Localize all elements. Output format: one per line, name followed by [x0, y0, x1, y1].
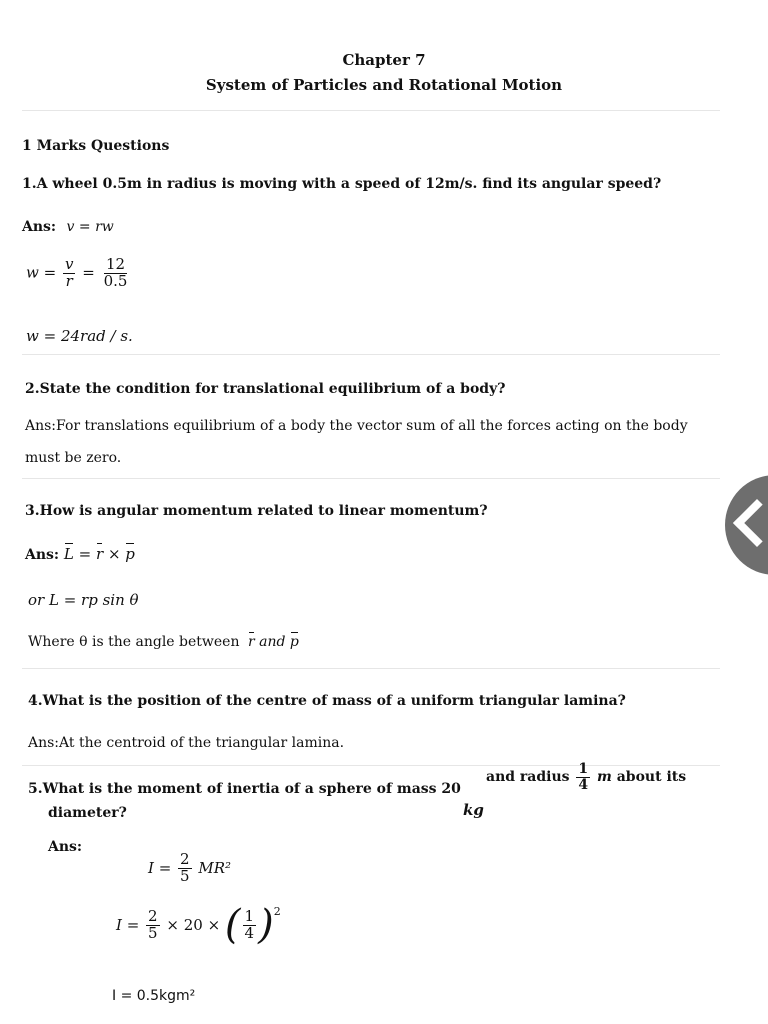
question-2: 2.State the condition for translational equilibrium of a body?	[25, 381, 506, 397]
question-5-part-2	[486, 762, 686, 792]
where-text: Where θ is the angle between	[28, 634, 240, 650]
vector-p: p	[289, 634, 299, 650]
divider	[22, 668, 720, 669]
result-moment-of-inertia: I = 0.5kgm²	[112, 988, 196, 1004]
answer-2-line-1: Ans:For translations equilibrium of a body the vector sum of all the forces acting on the body	[25, 418, 688, 434]
vector-r: r	[247, 634, 255, 650]
equals: =	[78, 545, 92, 563]
answer-3-where	[28, 634, 299, 650]
question-1: 1.A wheel 0.5m in radius is moving with a speed of 12m/s. find its angular speed?	[22, 176, 662, 192]
equation-w-fraction	[26, 257, 131, 290]
divider	[22, 110, 720, 111]
w-lhs: w =	[26, 263, 57, 282]
equation-I-substituted	[116, 902, 281, 948]
unit-kg: kg	[463, 801, 484, 819]
fraction-1-over-4: $\frac{1}{4}$	[244, 906, 255, 942]
fraction-12-over-0.5: $\frac{12}{0.5}$	[103, 255, 128, 290]
answer-label: Ans:	[25, 547, 60, 563]
divider	[22, 478, 720, 479]
fraction-1-over-4: $\frac{1}{4}$	[578, 761, 589, 793]
and-radius-text: and radius	[486, 769, 570, 786]
answer-1-line	[22, 219, 114, 235]
result-angular-speed: w = 24rad / s.	[26, 327, 133, 345]
left-paren: (	[224, 902, 241, 948]
chapter-title: System of Particles and Rotational Motion	[205, 76, 563, 94]
question-5-line-2: diameter?	[48, 805, 127, 821]
answer-label: Ans:	[22, 219, 57, 235]
question-3: 3.How is angular momentum related to linear momentum?	[25, 503, 488, 519]
I-lhs: I =	[116, 916, 140, 934]
equation-L-rp-sin: or L = rp sin θ	[28, 591, 139, 609]
unit-m: m	[597, 769, 612, 786]
divider	[22, 354, 720, 355]
fraction-2-over-5: $\frac{2}{5}$	[180, 850, 190, 885]
answer-2-line-2: must be zero.	[25, 450, 122, 466]
question-4: 4.What is the position of the centre of mass of a uniform triangular lamina?	[28, 693, 626, 709]
answer-4: Ans:At the centroid of the triangular lamina.	[28, 735, 345, 751]
vector-p: p	[125, 545, 135, 563]
I-lhs: I =	[148, 859, 172, 878]
times-20-times: × 20 ×	[166, 916, 221, 934]
section-heading: 1 Marks Questions	[22, 138, 170, 154]
equation-I-two-fifths-MR2	[148, 852, 231, 885]
vector-L: L	[63, 545, 74, 563]
vector-r: r	[95, 545, 104, 563]
right-paren: )	[258, 902, 274, 948]
fraction-2-over-5: $\frac{2}{5}$	[148, 906, 158, 942]
exponent-2: 2	[273, 905, 281, 918]
cross-product: ×	[107, 545, 121, 563]
fraction-v-over-r: $\frac{v}{r}$	[64, 255, 74, 290]
chapter-number: Chapter 7	[342, 51, 426, 69]
MR-squared: MR²	[198, 859, 232, 878]
question-5-part-1: 5.What is the moment of inertia of a sphere of mass 20	[28, 781, 461, 797]
answer-3-equation	[25, 545, 135, 563]
and-text: and	[259, 634, 286, 650]
equation-v-rw: v = rw	[66, 219, 114, 235]
answer-label: Ans:	[48, 839, 83, 855]
about-its-text: about its	[616, 769, 687, 786]
equals: =	[82, 263, 95, 282]
